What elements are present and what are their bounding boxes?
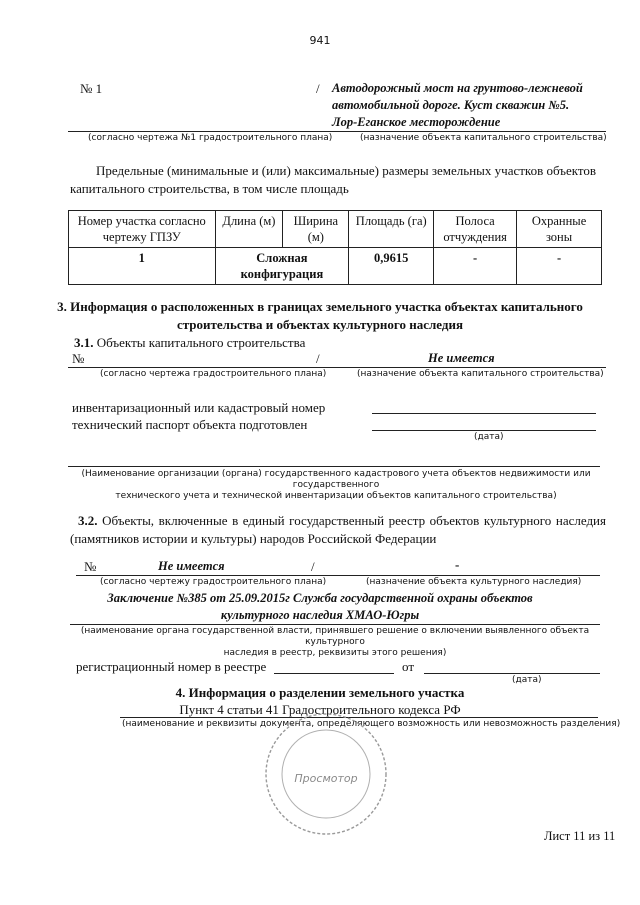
authority-caption-line-2: наследия в реестр, реквизиты этого решения) xyxy=(223,648,447,658)
section4-caption: (наименование и реквизиты документа, определяющего возможность или невозможность разделения) xyxy=(122,719,621,729)
passport-date-field xyxy=(372,430,596,431)
object-line-3: Лор-Еганское месторождение xyxy=(332,115,501,129)
section3-caption-left: (согласно чертежа градостроительного плана) xyxy=(100,369,327,379)
header-cell-area: Площадь (га) xyxy=(349,211,434,248)
header-cell-text: Охранные xyxy=(531,214,587,228)
subsection-3-1-text: Объекты капитального строительства xyxy=(96,335,306,350)
inventory-field xyxy=(372,413,596,414)
none-value: Не имеется xyxy=(428,351,495,365)
registration-number-field xyxy=(274,673,394,674)
section4-title: 4. Информация о разделении земельного участка xyxy=(175,685,465,700)
object-line-2: автомобильной дороге. Куст скважин №5. xyxy=(332,98,570,112)
registration-label: регистрационный номер в реестре xyxy=(76,659,267,674)
from-label: от xyxy=(402,659,415,674)
cell-text: конфигурация xyxy=(240,267,324,281)
org-caption-line-1: (Наименование организации (органа) государственного кадастрового учета объектов недвижимости или государственного xyxy=(81,469,591,490)
header-cell-text: Ширина xyxy=(293,214,339,228)
header-cell-text: (м) xyxy=(307,230,324,244)
section3-2-dash: - xyxy=(455,557,460,572)
subsection-3-2 xyxy=(78,512,606,530)
header-cell-text: зоны xyxy=(545,230,573,244)
no-sign: № xyxy=(72,351,85,366)
cell-text: Сложная xyxy=(256,251,308,265)
subsection-3-1 xyxy=(74,334,305,352)
registration-date-caption: (дата) xyxy=(512,675,542,685)
header-cell-text: Номер участка согласно xyxy=(77,214,206,228)
header-cell-text: отчуждения xyxy=(443,230,507,244)
no-sign-2: № xyxy=(84,559,97,574)
page-number: 941 xyxy=(309,34,331,47)
header-cell-number xyxy=(69,211,216,248)
section3-2-caption-right: (назначение объекта культурного наследия) xyxy=(366,577,582,587)
section3-title-line-1: 3. Информация о расположенных в границах земельного участка объектах капитального xyxy=(57,299,583,314)
header-slash: / xyxy=(316,81,320,96)
plot-number: № 1 xyxy=(80,81,103,96)
header-cell-zones xyxy=(517,211,602,248)
org-caption xyxy=(70,469,602,502)
section3-2-slash: / xyxy=(311,559,315,574)
conclusion-underline xyxy=(70,624,600,625)
table-header-row xyxy=(69,211,602,248)
cell-zones: - xyxy=(517,248,602,285)
org-underline xyxy=(68,466,600,467)
object-line-1: Автодорожный мост на грунтово-лежневой xyxy=(332,81,583,95)
subsection-3-2-text-line-1: Объекты, включенные в единый государственный реестр объектов культурного наследия xyxy=(102,513,606,528)
table-row xyxy=(69,248,602,285)
header-cell-length: Длина (м) xyxy=(215,211,283,248)
header-underline xyxy=(68,131,606,132)
header-cell-strip xyxy=(434,211,517,248)
subsection-3-2-text-line-2: (памятников истории и культуры) народов Российской Федерации xyxy=(70,531,437,546)
sizes-intro-line-1: Предельные (минимальные и (или) максимальные) размеры земельных участков объектов xyxy=(96,163,597,178)
header-cell-width xyxy=(283,211,349,248)
section3-caption-right: (назначение объекта капитального строительства) xyxy=(357,369,604,379)
subsection-3-2-number: 3.2. xyxy=(78,513,98,528)
conclusion-line-1: Заключение №385 от 25.09.2015г Служба государственной охраны объектов xyxy=(107,591,533,605)
section3-2-underline xyxy=(76,575,600,576)
section4-basis: Пункт 4 статьи 41 Градостроительного кодекса РФ xyxy=(179,702,461,717)
section3-slash: / xyxy=(316,351,320,366)
section3-1-underline xyxy=(68,367,606,368)
cell-number: 1 xyxy=(69,248,216,285)
org-caption-line-2: технического учета и технической инвентаризации объектов капитального строительства) xyxy=(115,491,557,501)
header-cell-text: чертежу ГПЗУ xyxy=(102,230,181,244)
section3-title-line-2: строительства и объектах культурного наследия xyxy=(176,317,463,332)
object-purpose xyxy=(332,80,583,131)
section3-2-caption-left: (согласно чертежу градостроительного плана) xyxy=(100,577,327,587)
header-caption-right: (назначение объекта капитального строительства) xyxy=(360,133,607,143)
conclusion-line-2: культурного наследия ХМАО-Югры xyxy=(220,608,420,622)
stamp-text: Просмотор xyxy=(294,772,358,785)
subsection-3-1-number: 3.1. xyxy=(74,335,94,350)
sizes-intro-line-2: капитального строительства, в том числе площадь xyxy=(70,181,349,196)
authority-caption-line-1: (наименование органа государственной власти, принявшего решение о включении выявленного объекта культурного xyxy=(80,626,590,647)
plot-sizes-table xyxy=(68,210,602,285)
cell-shape xyxy=(215,248,349,285)
cell-strip: - xyxy=(434,248,517,285)
cell-area: 0,9615 xyxy=(349,248,434,285)
registration-date-field xyxy=(424,673,600,674)
stamp-seal xyxy=(262,710,390,838)
header-caption-left: (согласно чертежа №1 градостроительного плана) xyxy=(88,133,333,143)
sheet-footer: Лист 11 из 11 xyxy=(544,829,616,843)
inventory-label: инвентаризационный или кадастровый номер xyxy=(72,400,326,415)
none-value-2: Не имеется xyxy=(158,559,225,573)
authority-caption xyxy=(70,626,600,659)
date-caption: (дата) xyxy=(474,432,504,442)
header-cell-text: Полоса xyxy=(455,214,495,228)
passport-label: технический паспорт объекта подготовлен xyxy=(72,417,308,432)
